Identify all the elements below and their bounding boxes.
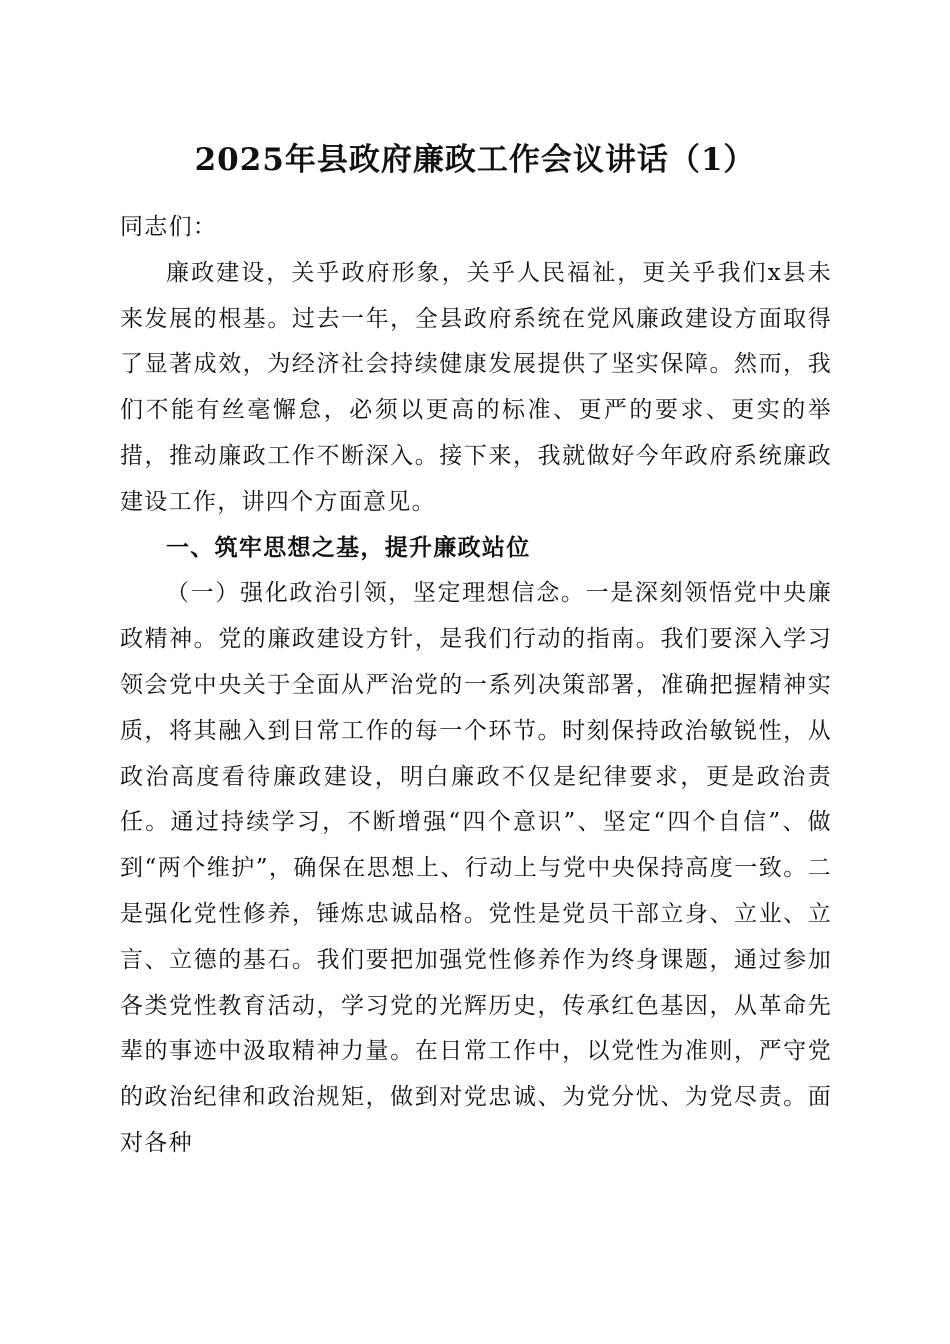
section-paragraph: （一）强化政治引领，坚定理想信念。一是深刻领悟党中央廉政精神。党的廉政建设方针，是我们行动的指南。我们要深入学习领会党中央关于全面从严治党的一系列决策部署，准确把握精神实质，将其融入到日常工作的每一个环节。时刻保持政治敏锐性，从政治高度看待廉政建设，明白廉政不仅是纪律要求，更是政治责任。通过持续学习，不断增强“四个意识”、坚定“四个自信”、做到“两个维护”，确保在思想上、行动上与党中央保持高度一致。二是强化党性修养，锤炼忠诚品格。党性是党员干部立身、立业、立言、立德的基石。我们要把加强党性修养作为终身课题，通过参加各类党性教育活动，学习党的光辉历史，传承红色基因，从革命先辈的事迹中汲取精神力量。在日常工作中，以党性为准则，严守党的政治纪律和政治规矩，做到对党忠诚、为党分忧、为党尽责。面对各种 bbox=[120, 580, 832, 1156]
document-title: 2025年县政府廉政工作会议讲话（1） bbox=[194, 142, 756, 178]
document-body bbox=[120, 205, 832, 1167]
intro-paragraph: 廉政建设，关乎政府形象，关乎人民福祉，更关乎我们x县未来发展的根基。过去一年，全县政府系统在党风廉政建设方面取得了显著成效，为经济社会持续健康发展提供了坚实保障。然而，我们不能有丝毫懈怠，必须以更高的标准、更严的要求、更实的举措，推动廉政工作不断深入。接下来，我就做好今年政府系统廉政建设工作，讲四个方面意见。 bbox=[120, 259, 832, 515]
section-heading: 一、筑牢思想之基，提升廉政站位 bbox=[166, 534, 531, 561]
salutation: 同志们： bbox=[120, 214, 218, 240]
